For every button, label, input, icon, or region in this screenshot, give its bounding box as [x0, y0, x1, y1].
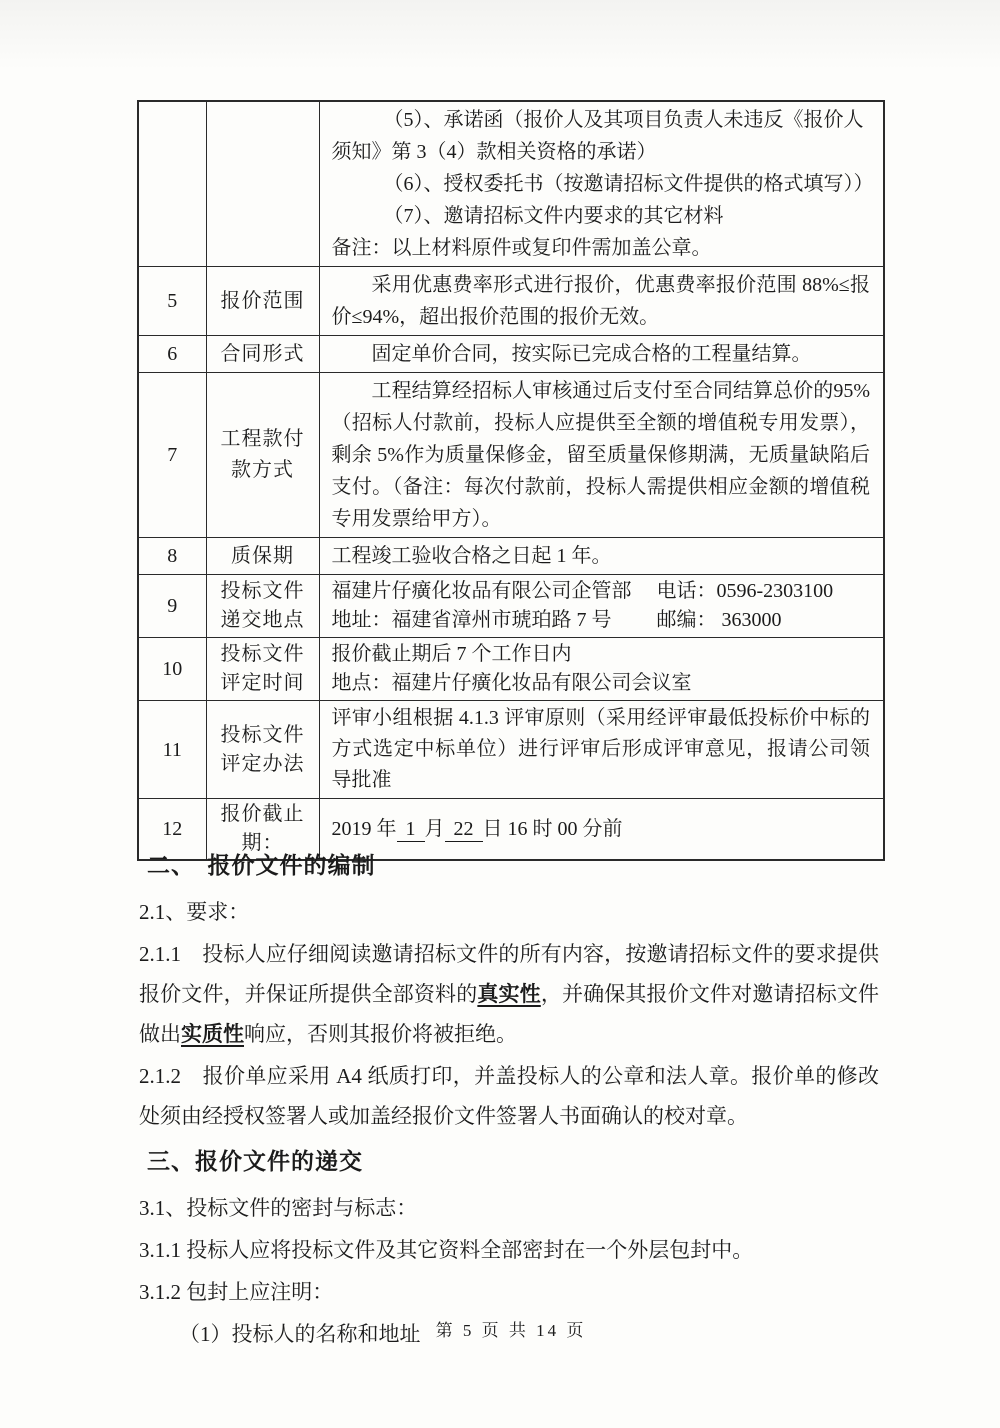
- deadline-month-blank: 1: [397, 818, 425, 842]
- postal-code: 邮编： 363000: [656, 609, 782, 631]
- emphasis-authenticity: 真实性: [477, 982, 541, 1006]
- deadline-day-blank: 22: [445, 818, 483, 842]
- material-item-5: （5）、承诺函（报价人及其项目负责人未违反《报价人须知》第 3（4）款相关资格的承诺）: [331, 109, 864, 163]
- section-3-heading: 三、报价文件的递交: [147, 1148, 363, 1174]
- row-number-cell: 10: [138, 638, 206, 701]
- document-body: [139, 840, 879, 1354]
- clause-3-1: 3.1、投标文件的密封与标志：: [139, 1196, 418, 1220]
- row-number-cell: 11: [138, 701, 206, 799]
- clause-2-1-1-part: 2.1.1 投标人应仔细阅读邀请招标文件的所有内容，按邀请招标文件的要求提供报价文件，并保证所提供全部资料的: [139, 942, 879, 1006]
- table-row: [138, 575, 884, 638]
- row-number-cell: 5: [138, 267, 206, 336]
- warranty-period-text: 工程竣工验收合格之日起 1 年。: [331, 545, 612, 567]
- row-number-cell: 12: [138, 799, 206, 860]
- clause-2-1-2: 2.1.2 报价单应采用 A4 纸质打印，并盖投标人的公章和法人章。报价单的修改处须由经授权签署人或加盖经报价文件签署人书面确认的校对章。: [139, 1064, 879, 1128]
- contract-form-text: 固定单价合同，按实际已完成合格的工程量结算。: [371, 343, 812, 365]
- clause-3-1-2-item-1: （1）投标人的名称和地址: [179, 1322, 421, 1346]
- warranty-period-cell: [319, 538, 884, 575]
- material-item-6: （6）、授权委托书（按邀请招标文件提供的格式填写））: [383, 173, 874, 195]
- table-row: [138, 373, 884, 538]
- evaluation-method-text: 评审小组根据 4.1.3 评审原则（采用经评审最低投标价中标的方式选定中标单位）进行评审后形成评审意见，报请公司领导批准: [331, 707, 870, 791]
- table-row: [138, 336, 884, 373]
- row-label-cell: 报价截止期：: [206, 799, 319, 860]
- row-label-cell: 投标文件评定办法: [206, 701, 319, 799]
- material-item-7: （7）、邀请招标文件内要求的其它材料: [383, 205, 724, 227]
- row-number-cell: [138, 101, 206, 267]
- bid-conditions-table: [137, 100, 885, 861]
- row-number-cell: 8: [138, 538, 206, 575]
- table-row: [138, 538, 884, 575]
- materials-note: 备注：以上材料原件或复印件需加盖公章。: [331, 237, 712, 259]
- evaluation-time-line2: 地点：福建片仔癀化妆品有限公司会议室: [331, 672, 692, 694]
- clause-3-1-1: 3.1.1 投标人应将投标文件及其它资料全部密封在一个外层包封中。: [139, 1238, 754, 1262]
- deadline-prefix: 2019 年: [331, 817, 397, 840]
- contract-form-cell: [319, 336, 884, 373]
- required-materials-cell: [319, 101, 884, 267]
- payment-terms-cell: [319, 373, 884, 538]
- row-label-cell: 质保期: [206, 538, 319, 575]
- row-number-cell: 6: [138, 336, 206, 373]
- row-number-cell: 7: [138, 373, 206, 538]
- clause-2-1-1-part: 响应，否则其报价将被拒绝。: [244, 1022, 517, 1046]
- evaluation-time-cell: [319, 638, 884, 701]
- company-dept: 福建片仔癀化妆品有限公司企管部: [331, 580, 632, 602]
- submission-address-cell: [319, 575, 884, 638]
- clause-2-1: 2.1、要求：: [139, 900, 250, 924]
- emphasis-substantive: 实质性: [181, 1022, 244, 1046]
- address-line: 地址：福建省漳州市琥珀路 7 号: [331, 609, 612, 631]
- row-label-cell: 投标文件评定时间: [206, 638, 319, 701]
- clause-3-1-2: 3.1.2 包封上应注明：: [139, 1280, 334, 1304]
- table-row: [138, 638, 884, 701]
- quote-range-cell: [319, 267, 884, 336]
- section-2-heading: 二、 报价文件的编制: [147, 852, 376, 878]
- clause-2-1-1: [139, 934, 879, 1054]
- row-label-cell: 合同形式: [206, 336, 319, 373]
- evaluation-method-cell: [319, 701, 884, 799]
- clause-2-1-1-part: ，并确保其报价文件对邀请招标文件做出: [139, 982, 880, 1046]
- row-label-cell: [206, 101, 319, 267]
- page-number-footer: 第 5 页 共 14 页: [435, 1321, 587, 1340]
- deadline-suffix: 日 16 时 00 分前: [482, 817, 623, 840]
- evaluation-time-line1: 报价截止期后 7 个工作日内: [331, 643, 572, 665]
- quote-range-text: 采用优惠费率形式进行报价，优惠费率报价范围 88%≤报价≤94%，超出报价范围的报价无效。: [331, 274, 870, 328]
- deadline-mid: 月: [424, 817, 445, 840]
- payment-terms-text: 工程结算经招标人审核通过后支付至合同结算总价的95%（招标人付款前，投标人应提供至全额的增值税专用发票），剩余 5%作为质量保修金，留至质量保修期满，无质量缺陷后支付。（备注：每次付款前，投标人需提供相应金额的增值税专用发票给甲方）。: [331, 380, 870, 530]
- phone-number: 电话：0596-2303100: [656, 580, 834, 602]
- row-label-cell: 投标文件递交地点: [206, 575, 319, 638]
- row-label-cell: 报价范围: [206, 267, 319, 336]
- row-number-cell: 9: [138, 575, 206, 638]
- table-row: [138, 701, 884, 799]
- row-label-cell: 工程款付款方式: [206, 373, 319, 538]
- table-row: [138, 267, 884, 336]
- table-row: [138, 101, 884, 267]
